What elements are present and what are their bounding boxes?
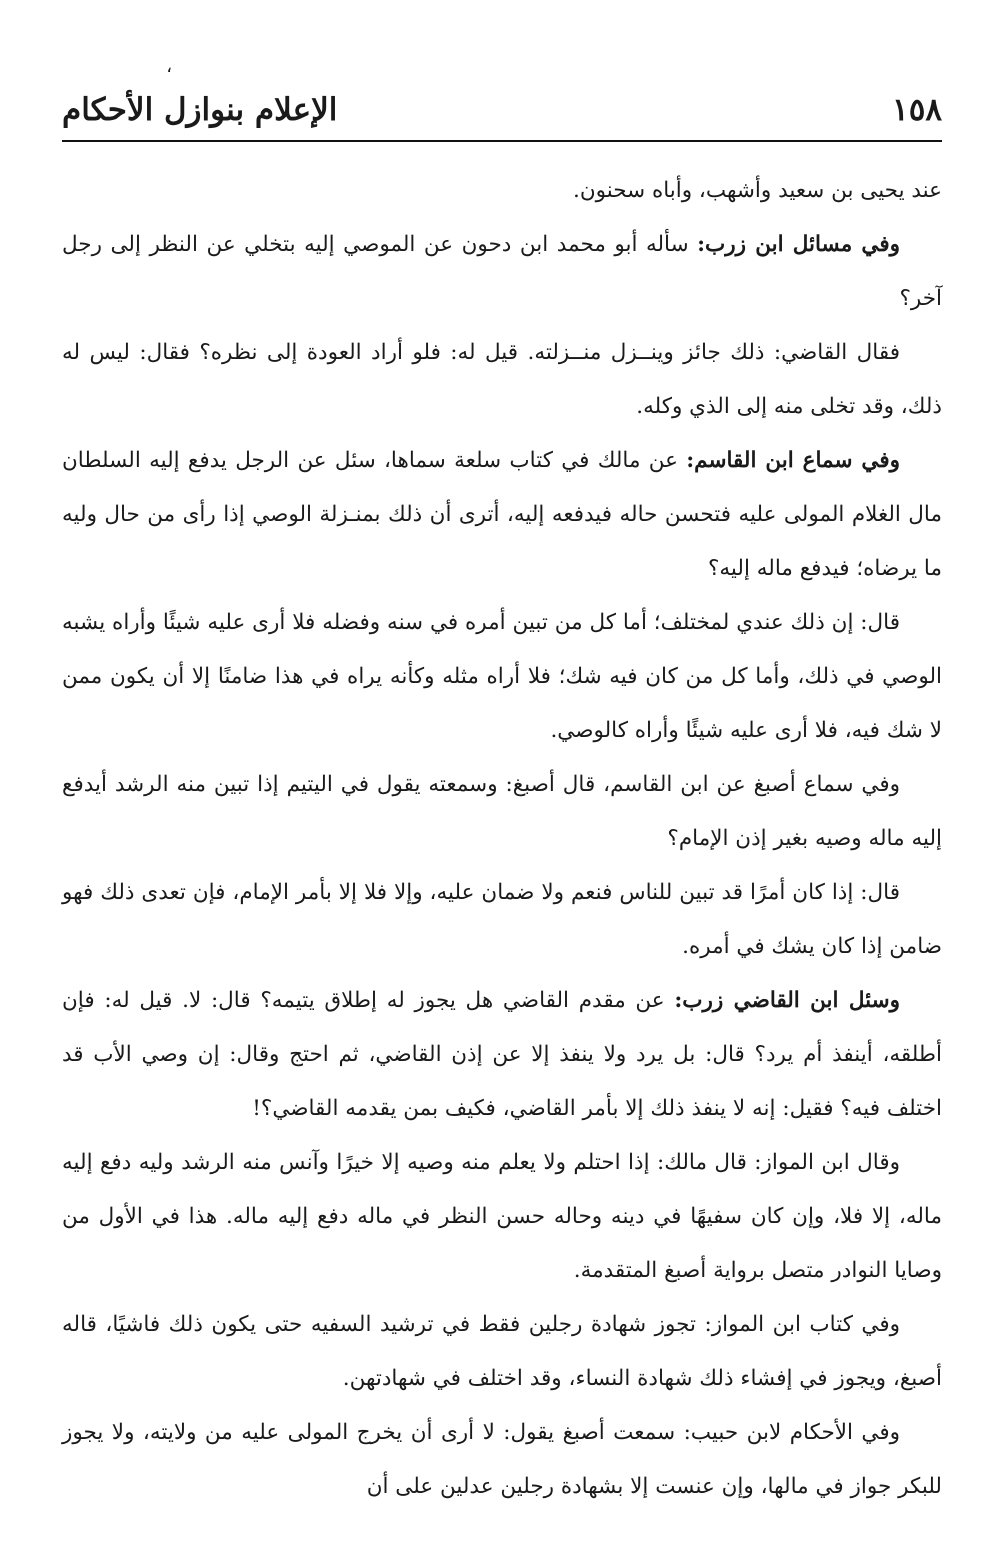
paragraph-text: عند يحيى بن سعيد وأشهب، وأباه سحنون. <box>573 178 942 203</box>
page-number: ١٥٨ <box>892 92 942 128</box>
paragraph-2 <box>62 218 942 326</box>
paragraph-text: قال: إن ذلك عندي لمختلف؛ أما كل من تبين أمره في سنه وفضله فلا أرى عليه شيئًا وأراه يشبه الوصي في ذلك، وأما كل من كان فيه شك؛ فلا أراه مثله وكأنه يراه في هذا ضامنًا إلا أن يكون ممن لا شك فيه، فلا أرى عليه شيئًا وأراه كالوصي. <box>62 610 942 743</box>
paragraph-5 <box>62 596 942 758</box>
paragraph-text: قال: إذا كان أمرًا قد تبين للناس فنعم ولا ضمان عليه، وإلا فلا إلا بأمر الإمام، فإن تعدى ذلك فهو ضامن إذا كان يشك في أمره. <box>62 880 942 959</box>
paragraph-text: وفي كتاب ابن المواز: تجوز شهادة رجلين فقط في ترشيد السفيه حتى يكون ذلك فاشيًا، قاله أصبغ، ويجوز في إفشاء ذلك شهادة النساء، وقد اختلف في شهادتهن. <box>62 1312 942 1391</box>
paragraph-10 <box>62 1298 942 1406</box>
paragraph-lead: وسئل ابن القاضي زرب: <box>674 988 900 1013</box>
paragraph-text: وقال ابن المواز: قال مالك: إذا احتلم ولا يعلم منه وصيه إلا خيرًا وآنس منه الرشد وليه دفع إليه ماله، إلا فلا، وإن كان سفيهًا في دينه وحاله حسن النظر في ماله دفع إليه ماله. هذا في الأول من وصايا النوادر متصل برواية أصبغ المتقدمة. <box>62 1150 942 1283</box>
paragraph-text: وفي سماع أصبغ عن ابن القاسم، قال أصبغ: وسمعته يقول في اليتيم إذا تبين منه الرشد أيدفع إليه ماله وصيه بغير إذن الإمام؟ <box>62 772 942 851</box>
paragraph-text: عن مقدم القاضي هل يجوز له إطلاق يتيمه؟ قال: لا. قيل له: فإن أطلقه، أينفذ أم يرد؟ قال: بل يرد ولا ينفذ إلا عن إذن القاضي، ثم احتج وقال: إن وصي الأب قد اختلف فيه؟ فقيل: إنه لا ينفذ ذلك إلا بأمر القاضي، فكيف بمن يقدمه القاضي؟! <box>62 988 942 1121</box>
paragraph-6 <box>62 758 942 866</box>
paragraph-4 <box>62 434 942 596</box>
paragraph-1 <box>62 164 942 218</box>
page-mark: ، <box>166 56 172 77</box>
paragraph-text: وفي الأحكام لابن حبيب: سمعت أصبغ يقول: لا أرى أن يخرج المولى عليه من ولايته، ولا يجوز للبكر جواز في مالها، وإن عنست إلا بشهادة رجلين عدلين على أن <box>62 1420 942 1499</box>
page-body <box>62 164 942 1514</box>
paragraph-text: عن مالك في كتاب سلعة سماها، سئل عن الرجل يدفع إليه السلطان مال الغلام المولى عليه فتحسن حاله فيدفعه إليه، أترى أن ذلك بمنـزلة الوصي إذا رأى من حال وليه ما يرضاه؛ فيدفع ماله إليه؟ <box>62 448 942 581</box>
page-header <box>62 84 942 142</box>
paragraph-text: فقال القاضي: ذلك جائز وينــزل منــزلته. قيل له: فلو أراد العودة إلى نظره؟ فقال: ليس له ذلك، وقد تخلى منه إلى الذي وكله. <box>62 340 942 419</box>
book-title: الإعلام بنوازل الأحكام <box>62 92 338 128</box>
paragraph-9 <box>62 1136 942 1298</box>
paragraph-7 <box>62 866 942 974</box>
paragraph-8 <box>62 974 942 1136</box>
paragraph-lead: وفي مسائل ابن زرب: <box>697 232 900 257</box>
paragraph-lead: وفي سماع ابن القاسم: <box>686 448 900 473</box>
paragraph-3 <box>62 326 942 434</box>
book-page <box>62 0 942 1548</box>
paragraph-11 <box>62 1406 942 1514</box>
paragraph-text: سأله أبو محمد ابن دحون عن الموصي إليه بتخلي عن النظر إلى رجل آخر؟ <box>62 232 942 311</box>
